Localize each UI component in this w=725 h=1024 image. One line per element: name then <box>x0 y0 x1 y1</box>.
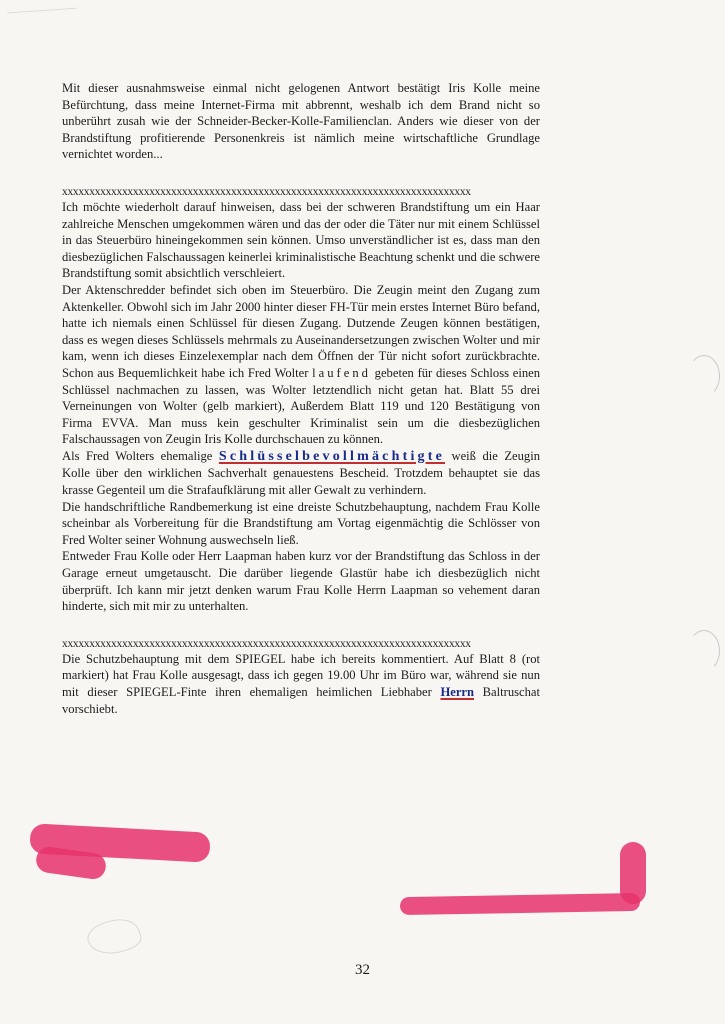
paragraph-7 <box>62 651 540 717</box>
pink-marker-stroke-right-top <box>620 842 646 904</box>
paragraph-4 <box>62 448 540 499</box>
main-text-column <box>62 80 540 717</box>
paragraph-3-start: Der Aktenschredder befindet sich oben im Steuerbüro. Die Zeugin meint den Zugang zum Aktenkeller. Obwohl sich im Jahr 2000 hinter dieser FH-Tür mein erstes Internet Büro befand, hatte ich niemals einen Schlüssel für diesen Zugang. Dutzende Zeugen können bestätigen, dass es wegen dieses Schlüssels mehrmals zu Auseinandersetzungen zwischen Wolter und mir kam, wenn ich dieses Einzelexemplar nach dem Öffnen der Tür nicht sofort zurückbrachte. Schon aus Bequemlichkeit habe ich Fred Wolter <box>62 282 540 380</box>
paragraph-3 <box>62 282 540 448</box>
paragraph-6: Entweder Frau Kolle oder Herr Laapman haben kurz vor der Brandstiftung das Schloss in der Garage erneut umgetauscht. Die darüber liegende Glastür habe ich diesbezüglich nicht überprüft. Ich kann mir jetzt denken warum Frau Kolle Herrn Laapman so vehement daran hinderte, sich mit mir zu unterhalten. <box>62 549 540 614</box>
highlighted-word-herrn: Herrn <box>440 685 475 699</box>
binder-hole-lower <box>688 630 720 672</box>
binder-hole-upper <box>688 355 720 397</box>
paragraph-7-start: Die Schutzbehauptung mit dem SPIEGEL habe ich bereits kommentiert. Auf Blatt 8 (rot markiert) hat Frau Kolle ausgesagt, dass ich gegen 19.00 Uhr im Büro war, während sie nun mit dieser SPIEGEL-Finte ihren ehemaligen heimlichen Liebhaber <box>62 651 540 699</box>
corner-pencil-mark <box>7 8 79 44</box>
paragraph-7-end: Baltruschat vorschiebt. <box>62 685 540 716</box>
pink-marker-stroke-right <box>400 893 640 915</box>
pencil-scribble <box>84 912 144 962</box>
paragraph-4-start: Als Fred Wolters ehemalige <box>62 448 213 463</box>
paragraph-2: Ich möchte wiederholt darauf hinweisen, dass bei der schweren Brandstiftung um ein Haar zahlreiche Menschen umgekommen wären und das der oder die Täter nur mit einem Schlüssel in das Steuerbüro hineingekommen sein können. Umso unverständlicher ist es, dass man den diesbezüglichen Falschaussagen keinerlei kriminalistische Beachtung schenkt und die schwere Brandstiftung somit absichtlich verschleiert. <box>62 199 540 281</box>
separator-line-2: xxxxxxxxxxxxxxxxxxxxxxxxxxxxxxxxxxxxxxxxxxxxxxxxxxxxxxxxxxxxxxxxxxxxxxxxxxx <box>62 637 471 650</box>
separator-line-1: xxxxxxxxxxxxxxxxxxxxxxxxxxxxxxxxxxxxxxxxxxxxxxxxxxxxxxxxxxxxxxxxxxxxxxxxxxx <box>62 185 471 198</box>
paragraph-1: Mit dieser ausnahmsweise einmal nicht gelogenen Antwort bestätigt Iris Kolle meine Befürchtung, dass meine Internet-Firma mit abbrennt, weshalb ich dem Brand nicht so unberührt zusah wie der Schneider-Becker-Kolle-Familienclan. Anders wie dieser von der Brandstiftung profitierende Personenkreis ist nämlich meine wirtschaftliche Grundlage vernichtet worden... <box>62 81 540 162</box>
page-number: 32 <box>355 962 370 978</box>
paragraph-4-end: weiß die Zeugin Kolle über den wirklichen Sachverhalt genauestens Bescheid. Trotzdem behauptet sie das krasse Gegenteil um die Strafaufklärung mit aller Gewalt zu verhindern. <box>62 448 540 498</box>
paragraph-3-end: gebeten für dieses Schloss einen Schlüssel nachmachen zu lassen, was Wolter letztendlich nicht getan hat. Blatt 55 drei Verneinungen von Wolter (gelb markiert), Außerdem Blatt 119 und 120 Bestätigung von Firma EVVA. Man muss kein geschulter Kriminalist sein um die diesbezüglichen Falschaussagen von Zeugin Iris Kolle durchschauen zu können. <box>62 365 541 447</box>
spaced-word-laufend: laufend <box>312 365 371 380</box>
paragraph-5: Die handschriftliche Randbemerkung ist eine dreiste Schutzbehauptung, nachdem Frau Kolle scheinbar als Vorbereitung für die Brandstiftung am Vortag eigenmächtig die Schlösser von Fred Wolter seiner Wohnung auswechseln ließ. <box>62 499 540 547</box>
highlighted-word-schluesselbevollmaechtigte: Schlüsselbevollmächtigte <box>218 448 446 464</box>
